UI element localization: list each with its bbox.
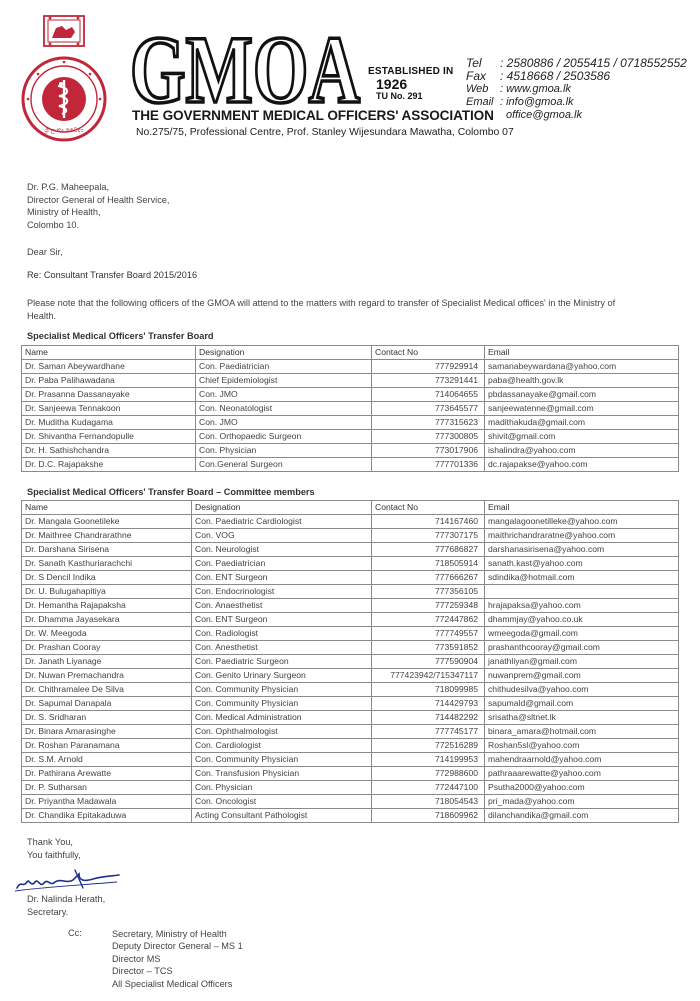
addressee: Dr. P.G. Maheepala, Director General of Health Service, Ministry of Health, Colombo 10. — [27, 182, 170, 230]
cell-designation: Con. VOG — [192, 529, 372, 543]
cell-name: Dr. Paba Palihawadana — [22, 374, 196, 388]
cell-email: maithrichandraratne@yahoo.com — [485, 529, 679, 543]
logo-text: GMOA — [130, 28, 360, 110]
cell-name: Dr. W. Meegoda — [22, 627, 192, 641]
cell-designation: Acting Consultant Pathologist — [192, 809, 372, 823]
table-row — [22, 388, 679, 402]
subject-line: Re: Consultant Transfer Board 2015/2016 — [27, 270, 198, 280]
cell-name: Dr. Sanath Kasthuriarachchi — [22, 557, 192, 571]
cell-designation: Con. Neurologist — [192, 543, 372, 557]
greeting: Dear Sir, — [27, 247, 63, 257]
table-row — [22, 613, 679, 627]
header-designation: Designation — [192, 501, 372, 515]
cell-contact: 718099985 — [372, 683, 485, 697]
cell-name: Dr. Saman Abeywardhane — [22, 360, 196, 374]
table-header-row — [22, 346, 679, 360]
cell-contact: 714482292 — [372, 711, 485, 725]
cell-designation: Con. Physician — [192, 781, 372, 795]
cell-name: Dr. Muditha Kudagama — [22, 416, 196, 430]
cell-name: Dr. Chandika Epitakaduwa — [22, 809, 192, 823]
cell-contact: 777745177 — [372, 725, 485, 739]
cell-email: dilanchandika@gmail.com — [485, 809, 679, 823]
cell-designation: Con. Endocrinologist — [192, 585, 372, 599]
cell-email: binara_amara@hotmail.com — [485, 725, 679, 739]
letterhead — [0, 0, 700, 145]
cell-name: Dr. Janath Liyanage — [22, 655, 192, 669]
cell-designation: Con. Community Physician — [192, 697, 372, 711]
table-row — [22, 571, 679, 585]
established-label: ESTABLISHED IN — [368, 66, 454, 77]
cell-name: Dr. S. Sridharan — [22, 711, 192, 725]
cell-contact: 777356105 — [372, 585, 485, 599]
header-email: Email — [485, 346, 679, 360]
table-row — [22, 767, 679, 781]
cell-designation: Con. JMO — [196, 416, 372, 430]
cell-contact: 777590904 — [372, 655, 485, 669]
cell-email: darshanasirisena@yahoo.com — [485, 543, 679, 557]
table-row — [22, 416, 679, 430]
header-name: Name — [22, 346, 196, 360]
cell-name: Dr. Prashan Cooray — [22, 641, 192, 655]
cell-designation: Con. Oncologist — [192, 795, 372, 809]
cell-email: samanabeywardana@yahoo.com — [485, 360, 679, 374]
gmoa-emblem-icon — [14, 14, 114, 142]
cell-email: dhammjay@yahoo.co.uk — [485, 613, 679, 627]
header-name: Name — [22, 501, 192, 515]
table-row — [22, 683, 679, 697]
cell-name: Dr. Chithramalee De Silva — [22, 683, 192, 697]
cell-designation: Con. Transfusion Physician — [192, 767, 372, 781]
cell-contact: 772988600 — [372, 767, 485, 781]
cell-email: pbdassanayake@gmail.com — [485, 388, 679, 402]
table-row — [22, 641, 679, 655]
cell-contact: 772447862 — [372, 613, 485, 627]
cell-name: Dr. Binara Amarasinghe — [22, 725, 192, 739]
cell-contact: 772447100 — [372, 781, 485, 795]
committee-table — [21, 500, 679, 823]
cell-contact: 714199953 — [372, 753, 485, 767]
cell-email: chithudesilva@yahoo.com — [485, 683, 679, 697]
cell-contact: 714167460 — [372, 515, 485, 529]
cell-contact: 714064655 — [372, 388, 485, 402]
signer: Dr. Nalinda Herath, Secretary. — [27, 894, 106, 917]
table-row — [22, 444, 679, 458]
cell-email: pri_mada@yahoo.com — [485, 795, 679, 809]
cell-designation: Con. Orthopaedic Surgeon — [196, 430, 372, 444]
cell-name: Dr. Darshana Sirisena — [22, 543, 192, 557]
cell-name: Dr. Roshan Paranamana — [22, 739, 192, 753]
cell-contact: 777423942/715347117 — [372, 669, 485, 683]
cc-recipient: All Specialist Medical Officers — [112, 978, 233, 989]
emblem-text: ශ්‍රී ලංකා වෛද්‍ය — [44, 127, 84, 134]
table-row — [22, 697, 679, 711]
established-year: 1926 — [376, 76, 408, 92]
table-row — [22, 627, 679, 641]
cell-designation: Con. Anesthetist — [192, 641, 372, 655]
cell-name: Dr. Sapumal Danapala — [22, 697, 192, 711]
table-row — [22, 739, 679, 753]
cell-contact: 777686827 — [372, 543, 485, 557]
cell-designation: Con. Paediatrician — [196, 360, 372, 374]
cell-email: dc.rajapakse@yahoo.com — [485, 458, 679, 472]
cell-email: prashanthcooray@gmail.com — [485, 641, 679, 655]
cell-designation: Con. Physician — [196, 444, 372, 458]
cell-designation: Con. Cardiologist — [192, 739, 372, 753]
cell-contact: 777315623 — [372, 416, 485, 430]
closing: Thank You, You faithfully, — [27, 837, 81, 860]
cell-email: sanath.kast@yahoo.com — [485, 557, 679, 571]
cell-name: Dr. Pathirana Arewatte — [22, 767, 192, 781]
contact-fax: Fax : 4518668 / 2503586 — [466, 69, 611, 83]
cell-designation: Con. ENT Surgeon — [192, 571, 372, 585]
cell-email: nuwanprem@gmail.com — [485, 669, 679, 683]
cell-contact: 777307175 — [372, 529, 485, 543]
association-address: No.275/75, Professional Centre, Prof. Stanley Wijesundara Mawatha, Colombo 07 — [136, 127, 514, 138]
cell-contact: 777929914 — [372, 360, 485, 374]
cell-email: paba@health.gov.lk — [485, 374, 679, 388]
cell-email: mahendraarnold@yahoo.com — [485, 753, 679, 767]
cell-designation: Con. Neonatologist — [196, 402, 372, 416]
cell-designation: Con. JMO — [196, 388, 372, 402]
cell-contact: 714429793 — [372, 697, 485, 711]
intro-paragraph: Please note that the following officers of the GMOA will attend to the matters with regard to transfer of Specialist Medical offices' in the Ministry of Health. — [27, 298, 616, 321]
cell-contact: 777701336 — [372, 458, 485, 472]
cell-designation: Con. Anaesthetist — [192, 599, 372, 613]
cell-name: Dr. Shivantha Fernandopulle — [22, 430, 196, 444]
table-row — [22, 753, 679, 767]
cell-name: Dr. P. Sutharsan — [22, 781, 192, 795]
cell-name: Dr. H. Sathishchandra — [22, 444, 196, 458]
cell-contact: 777300805 — [372, 430, 485, 444]
table-row — [22, 458, 679, 472]
board-table-body — [22, 360, 679, 472]
cell-contact: 773017906 — [372, 444, 485, 458]
cell-contact: 777259348 — [372, 599, 485, 613]
contact-email: Email : info@gmoa.lk — [466, 96, 574, 108]
cell-designation: Con. Community Physician — [192, 683, 372, 697]
cc-recipient: Secretary, Ministry of Health — [112, 929, 227, 939]
cell-name: Dr. Nuwan Premachandra — [22, 669, 192, 683]
table-row — [22, 557, 679, 571]
header-contact: Contact No — [372, 346, 485, 360]
committee-table-body — [22, 515, 679, 823]
cell-email — [485, 585, 679, 599]
table-row — [22, 781, 679, 795]
cell-contact: 772516289 — [372, 739, 485, 753]
association-name: THE GOVERNMENT MEDICAL OFFICERS' ASSOCIATION — [132, 108, 494, 123]
contact-tel: Tel : 2580886 / 2055415 / 0718552552 — [466, 56, 687, 70]
cell-name: Dr. Dhamma Jayasekara — [22, 613, 192, 627]
cell-email: shivit@gmail.com — [485, 430, 679, 444]
cell-name: Dr. D.C. Rajapakshe — [22, 458, 196, 472]
cell-name: Dr. S Dencil Indika — [22, 571, 192, 585]
cell-name: Dr. Mangala Goonetileke — [22, 515, 192, 529]
cc-recipient: Director – TCS — [112, 966, 173, 977]
board-table — [21, 345, 679, 472]
cell-name: Dr. Sanjeewa Tennakoon — [22, 402, 196, 416]
cell-designation: Chief Epidemiologist — [196, 374, 372, 388]
table-row — [22, 809, 679, 823]
cell-name: Dr. Prasanna Dassanayake — [22, 388, 196, 402]
tu-number: TU No. 291 — [376, 91, 423, 101]
cell-name: Dr. U. Bulugahapitiya — [22, 585, 192, 599]
cell-contact: 777666267 — [372, 571, 485, 585]
cell-designation: Con.General Surgeon — [196, 458, 372, 472]
cell-email: sanjeewatenne@gmail.com — [485, 402, 679, 416]
table-row — [22, 669, 679, 683]
cell-email: srisatha@sltnet.lk — [485, 711, 679, 725]
established-block — [368, 66, 454, 101]
signature — [13, 866, 123, 896]
cell-contact: 773591852 — [372, 641, 485, 655]
table-row — [22, 585, 679, 599]
table-row — [22, 515, 679, 529]
cell-designation: Con. Paediatrician — [192, 557, 372, 571]
cell-designation: Con. Ophthalmologist — [192, 725, 372, 739]
cell-name: Dr. Priyantha Madawala — [22, 795, 192, 809]
cell-email: pathraaarewatte@yahoo.com — [485, 767, 679, 781]
committee-title: Specialist Medical Officers' Transfer Board – Committee members — [27, 487, 315, 497]
cell-email: mangalagoonetilleke@yahoo.com — [485, 515, 679, 529]
table-row — [22, 543, 679, 557]
cell-name: Dr. Maithree Chandrarathne — [22, 529, 192, 543]
board-title: Specialist Medical Officers' Transfer Board — [27, 331, 214, 341]
header-contact: Contact No — [372, 501, 485, 515]
cell-designation: Con. Paediatric Surgeon — [192, 655, 372, 669]
table-row — [22, 430, 679, 444]
contact-email-2: office@gmoa.lk — [506, 109, 582, 121]
header-email: Email — [485, 501, 679, 515]
cell-name: Dr. S.M. Arnold — [22, 753, 192, 767]
cc-recipient: Deputy Director General – MS 1 — [112, 941, 243, 952]
table-row — [22, 599, 679, 613]
cell-designation: Con. Paediatric Cardiologist — [192, 515, 372, 529]
cell-email: wmeegoda@gmail.com — [485, 627, 679, 641]
cell-email: sdindika@hotmail.com — [485, 571, 679, 585]
cell-contact: 773645577 — [372, 402, 485, 416]
cell-contact: 777749557 — [372, 627, 485, 641]
gmoa-logo — [128, 28, 364, 110]
header-designation: Designation — [196, 346, 372, 360]
cell-designation: Con. Medical Administration — [192, 711, 372, 725]
table-row — [22, 529, 679, 543]
table-header-row — [22, 501, 679, 515]
table-row — [22, 725, 679, 739]
table-row — [22, 711, 679, 725]
cell-contact: 718054543 — [372, 795, 485, 809]
contact-web: Web : www.gmoa.lk — [466, 83, 571, 95]
cell-email: ishalindra@yahoo.com — [485, 444, 679, 458]
cc-label: Cc: — [68, 928, 82, 938]
cell-email: hrajapaksa@yahoo.com — [485, 599, 679, 613]
cell-contact: 718609962 — [372, 809, 485, 823]
cell-email: madithakuda@gmail.com — [485, 416, 679, 430]
cell-designation: Con. ENT Surgeon — [192, 613, 372, 627]
cc-recipient: Director MS — [112, 953, 161, 964]
cell-contact: 773291441 — [372, 374, 485, 388]
cell-email: Roshan5sl@yahoo.com — [485, 739, 679, 753]
cell-email: janathliyan@gmail.com — [485, 655, 679, 669]
cc-list — [112, 928, 243, 990]
table-row — [22, 655, 679, 669]
cell-name: Dr. Hemantha Rajapaksha — [22, 599, 192, 613]
cell-designation: Con. Radiologist — [192, 627, 372, 641]
cell-email: sapumald@gmail.com — [485, 697, 679, 711]
cell-designation: Con. Community Physician — [192, 753, 372, 767]
cell-designation: Con. Genito Urinary Surgeon — [192, 669, 372, 683]
table-row — [22, 374, 679, 388]
table-row — [22, 402, 679, 416]
table-row — [22, 360, 679, 374]
contact-block — [466, 57, 687, 122]
cell-email: Psutha2000@yahoo.com — [485, 781, 679, 795]
table-row — [22, 795, 679, 809]
cell-contact: 718505914 — [372, 557, 485, 571]
